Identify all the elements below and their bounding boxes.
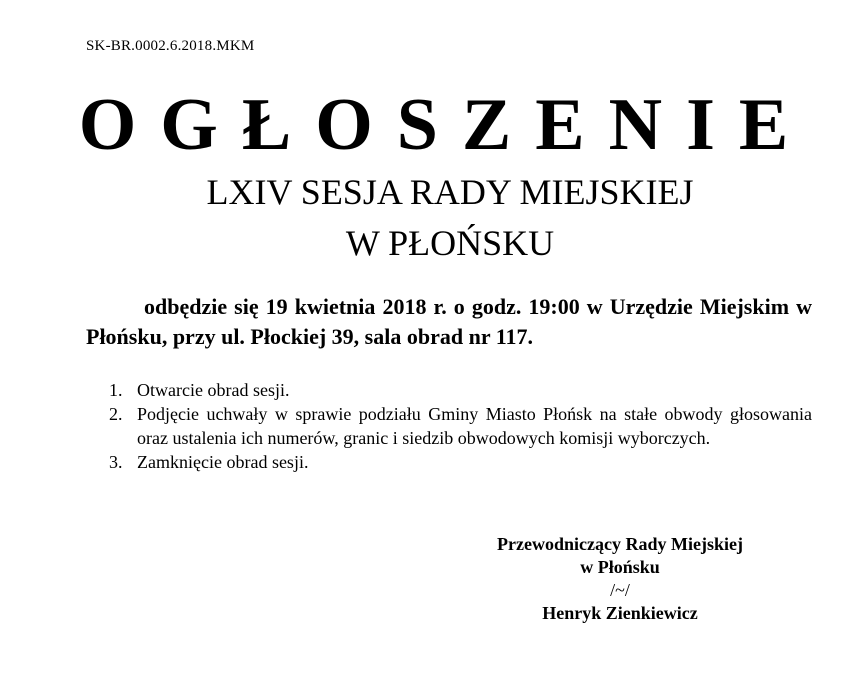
agenda-item-number: 1. bbox=[109, 380, 123, 400]
signature-role-line2: w Płońsku bbox=[580, 557, 660, 577]
agenda-item-number: 3. bbox=[109, 452, 123, 472]
signature-name: Henryk Zienkiewicz bbox=[542, 603, 698, 623]
session-details: odbędzie się 19 kwietnia 2018 r. o godz. 19:00 w Urzędzie Miejskim w Płońsku, przy ul. Płockiej 39, sala obrad nr 117. bbox=[86, 294, 812, 349]
announcement-title: OGŁOSZENIE bbox=[78, 84, 813, 166]
agenda-item-text: Podjęcie uchwały w sprawie podziału Gminy Miasto Płońsk na stałe obwody głosowania oraz ustalenia ich numerów, granic i siedzib obwodowych komisji wyborczych. bbox=[137, 404, 812, 448]
session-title-line2: W PŁOŃSKU bbox=[345, 223, 555, 263]
agenda-item bbox=[100, 450, 812, 474]
document-reference: SK-BR.0002.6.2018.MKM bbox=[86, 38, 255, 54]
session-title-line1: LXIV SESJA RADY MIEJSKIEJ bbox=[206, 172, 694, 212]
agenda-item bbox=[100, 402, 812, 450]
agenda-item-text: Zamknięcie obrad sesji. bbox=[137, 452, 309, 472]
agenda-item-number: 2. bbox=[109, 404, 123, 424]
signature-block bbox=[430, 533, 810, 625]
agenda-item bbox=[100, 378, 812, 402]
agenda-list bbox=[100, 378, 812, 474]
agenda-item-text: Otwarcie obrad sesji. bbox=[137, 380, 290, 400]
signature-mark: /~/ bbox=[610, 580, 630, 600]
signature-role-line1: Przewodniczący Rady Miejskiej bbox=[497, 534, 743, 554]
